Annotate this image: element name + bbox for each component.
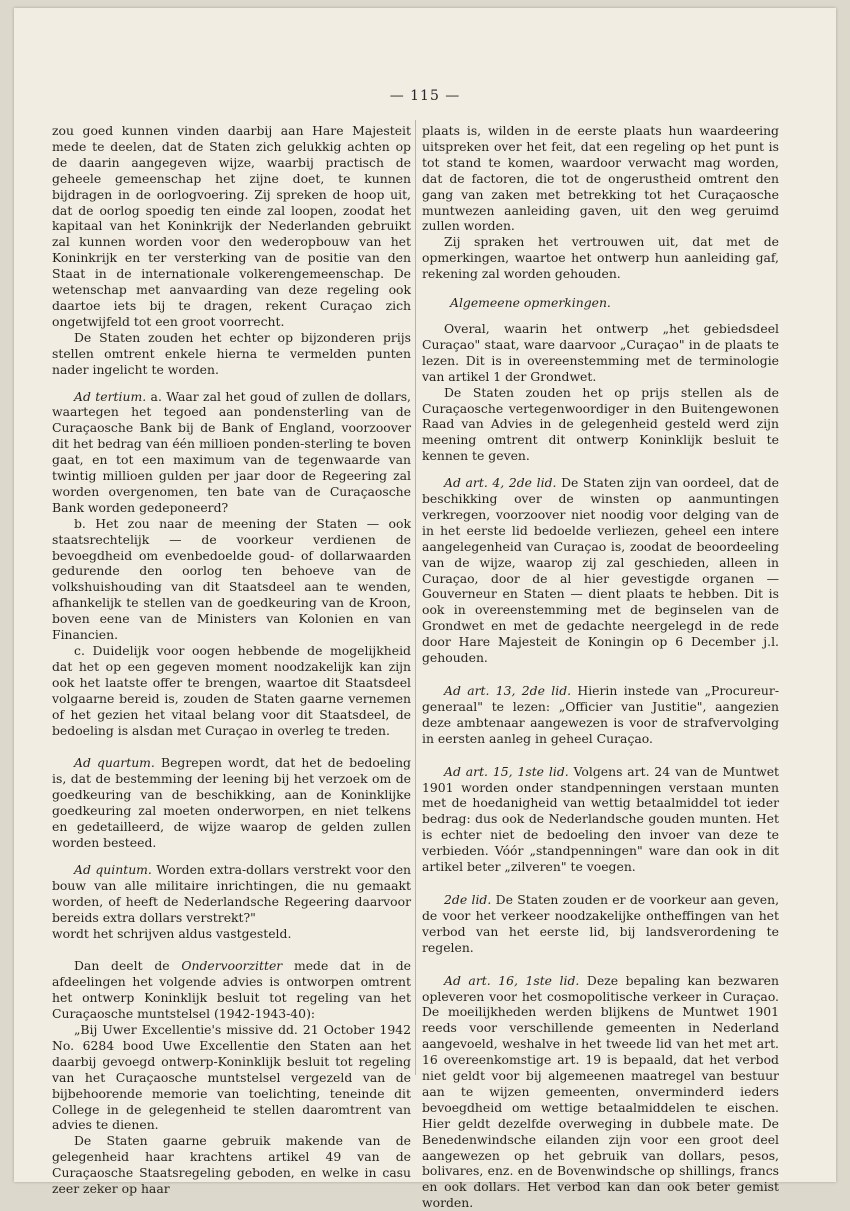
paragraph-lead: Ad quintum. bbox=[74, 861, 152, 877]
paragraph bbox=[422, 683, 779, 747]
speaker-name: Ondervoorzitter bbox=[181, 958, 283, 974]
paragraph bbox=[52, 862, 411, 926]
paragraph: De Staten zouden het op prijs stellen als de Curaçaosche vertegenwoordiger in den Buitengewonen Raad van Advies in de gelegenheid gesteld werd zijn meening omtrent dit ontwerp Koninklijk besluit te kennen te geven. bbox=[422, 384, 779, 464]
paragraph-text: Deze bepaling kan bezwaren opleveren voor het cosmopolitische verkeer in Curaçao. De moeilijkheden werden blijkens de Muntwet 1901 reeds voor verschillende gemeenten in Nederland aangevoeld, weshalve in het tweede lid van het met art. 16 overeenkomstige art. 19 is bepaald, dat het verbod niet geldt voor bij algemeenen maatregel van bestuur aan te wijzen gemeenten, onverminderd ieders bevoegdheid om wettige betaalmiddelen te eischen. Hier geldt dezelfde overweging in dubbele mate. De Benedenwindsche eilanden zijn voor een groot deel aangewezen op het gebruik van dollars, pesos, bolivares, enz. en de Bovenwindsche op shillings, francs en ook dollars. Het verbod kan dan ook beter gemist worden. bbox=[422, 972, 779, 1211]
paragraph-lead: Ad quartum. bbox=[74, 755, 155, 771]
right-column bbox=[422, 123, 779, 1211]
paragraph: b. Het zou naar de meening der Staten — ook staatsrechtelijk — de voorkeur verdienen de bevoegdheid om evenbedoelde goud- of dollarwaarden gedurende den oorlog ten behoeve van de volkshuishouding van dit Staatsdeel aan te wenden, afhankelijk te stellen van de goedkeuring van de Kroon, boven eene van de Ministers van Kolonien en van Financien. bbox=[52, 515, 411, 643]
paragraph-text: mede dat in de afdeelingen het volgende advies is ontworpen omtrent het ontwerp Koninklijk besluit tot regeling van het Curaçaosche muntstelsel (1942-1943-40): bbox=[52, 958, 412, 1022]
paragraph-text: Volgens art. 24 van de Muntwet 1901 worden onder standpenningen verstaan munten met de hoedanigheid van wettig betaalmiddel tot ieder bedrag: dus ook de Nederlandsche gouden munten. Het is echter niet de bedoeling den invoer van deze te verbieden. Vóór „standpenningen" ware dan ook in dit artikel beter „zilveren" te voegen. bbox=[422, 763, 780, 875]
paragraph bbox=[422, 892, 779, 956]
paragraph-lead: Ad tertium. bbox=[74, 388, 147, 404]
paragraph: Zij spraken het vertrouwen uit, dat met de opmerkingen, waartoe het ontwerp hun aanleiding gaf, rekening zal worden gehouden. bbox=[422, 234, 779, 282]
paragraph-text: Begrepen wordt, dat het de bedoeling is, dat de bestemming der leening bij het verzoek om de goedkeuring van de beschikking, aan de Koninklijke goedkeuring zal moeten onderworpen, en niet telkens en gedetailleerd, de wijze waarop de gelden zullen worden besteed. bbox=[52, 755, 411, 850]
paragraph-text: De Staten zouden er de voorkeur aan geven, de voor het verkeer noodzakelijke ontheffingen van het verbod van het eerste lid, bij landsverordening te regelen. bbox=[422, 891, 780, 955]
paragraph-lead: Ad art. 15, 1ste lid. bbox=[444, 763, 569, 779]
paragraph bbox=[52, 755, 411, 850]
paragraph-text: a. Waar zal het goud of zullen de dollars, waartegen het tegoed aan pondensterling van de Curaçaosche Bank bij de Bank of England, voorzoover dit het bedrag van één millioen ponden-sterling te boven gaat, en tot een maximum van de tegenwaarde van twintig millioen gulden per jaar door de Regeering zal worden overgenomen, ten bate van de Curaçaosche Bank worden gedeponeerd? bbox=[52, 388, 411, 515]
paragraph bbox=[52, 958, 411, 1022]
paragraph-text: Worden extra-dollars verstrekt voor den bouw van alle militaire inrichtingen, die nu gemaakt worden, of heeft de Nederlandsche Regeering daarvoor bereids extra dollars verstrekt?" bbox=[52, 861, 412, 925]
column-divider bbox=[415, 120, 416, 1075]
paragraph bbox=[422, 764, 779, 875]
paragraph: zou goed kunnen vinden daarbij aan Hare Majesteit mede te deelen, dat de Staten zich gelukkig achten op de daarin aangegeven wijze, waarbij practisch de geheele gemeenschap het zijne doet, te kunnen bijdragen in de oorlogvoering. Zij spreken de hoop uit, dat de oorlog spoedig ten einde zal loopen, zoodat het kapitaal van het Koninkrijk der Nederlanden gebruikt zal kunnen worden voor den wederopbouw van het Koninkrijk en ter versterking van de positie van den Staat in de internationale volkerengemeenschap. De wetenschap met aanvaarding van deze regeling ook daartoe iets bij te dragen, rekent Curaçao zich ongetwijfeld tot een groot voorrecht. bbox=[52, 123, 411, 329]
paragraph: c. Duidelijk voor oogen hebbende de mogelijkheid dat het op een gegeven moment noodzakelijk kan zijn ook het laatste offer te brengen, waartoe dit Staatsdeel volgaarne bereid is, zouden de Staten gaarne vernemen of het gezien het vitaal belang voor dit Staatsdeel, de bedoeling is alsdan met Curaçao in overleg te treden. bbox=[52, 643, 411, 738]
page-number: — 115 — bbox=[389, 88, 461, 104]
paragraph bbox=[422, 973, 779, 1211]
paragraph-text: Hierin instede van „Procureur-generaal" te lezen: „Officier van Justitie", aangezien deze ambtenaar aangewezen is voor de strafvervolging in eersten aanleg in geheel Curaçao. bbox=[422, 683, 780, 746]
section-heading: Algemeene opmerkingen. bbox=[450, 295, 611, 311]
paragraph-text: De Staten zijn van oordeel, dat de beschikking over de winsten op aanmuntingen verkregen, voorzoover niet noodig voor delging van de in het eerste lid bedoelde verliezen, geheel een intere aangelegenheid van Curaçao is, zoodat de beoordeeling van de wijze, waarop zij zal geschieden, alleen in Curaçao, door de al hier gevestigde organen — Gouverneur en Staten — dient plaats te hebben. Dit is ook in overeenstemming met de beginselen van de Grondwet en met de gedachte neergelegd in de rede door Hare Majesteit de Koningin op 6 December j.l. gehouden. bbox=[422, 475, 779, 666]
paragraph: „Bij Uwer Excellentie's missive dd. 21 October 1942 No. 6284 bood Uwe Excellentie den Staten aan het daarbij gevoegd ontwerp-Koninklijk besluit tot regeling van het Curaçaosche muntstelsel vergezeld van de bijbehoorende memorie van toelichting, teneinde dit College in de gelegenheid te stellen daaromtrent van advies te dienen. bbox=[52, 1022, 411, 1133]
paragraph-lead: Ad art. 4, 2de lid. bbox=[444, 475, 557, 491]
paragraph-lead: Ad art. 16, 1ste lid. bbox=[444, 972, 580, 988]
paragraph bbox=[422, 475, 779, 666]
paragraph: wordt het schrijven aldus vastgesteld. bbox=[52, 925, 292, 941]
paragraph bbox=[52, 389, 411, 516]
left-column bbox=[52, 123, 411, 1197]
paragraph: Overal, waarin het ontwerp „het gebiedsdeel Curaçao" staat, ware daarvoor „Curaçao" in de plaats te lezen. Dit is in overeenstemming met de terminologie van artikel 1 der Grondwet. bbox=[422, 320, 779, 384]
paragraph-lead: Ad art. 13, 2de lid. bbox=[444, 683, 572, 698]
paragraph: De Staten zouden het echter op bijzonderen prijs stellen omtrent enkele hierna te vermelden punten nader ingelicht te worden. bbox=[52, 329, 411, 377]
paragraph-lead: 2de lid. bbox=[444, 891, 492, 907]
paragraph: plaats is, wilden in de eerste plaats hun waardeering uitspreken over het feit, dat een regeling op het punt is tot stand te komen, waardoor verwacht mag worden, dat de factoren, die tot de ongerustheid omtrent den gang van zaken met betrekking tot het Curaçaosche muntwezen aanleiding gaven, uit den weg geruimd zullen worden. bbox=[422, 123, 779, 234]
paragraph: De Staten gaarne gebruik makende van de gelegenheid haar krachtens artikel 49 van de Curaçaosche Staatsregeling geboden, en welke in casu zeer zeker op haar bbox=[52, 1133, 411, 1197]
paragraph-text: Dan deelt de bbox=[74, 958, 182, 974]
